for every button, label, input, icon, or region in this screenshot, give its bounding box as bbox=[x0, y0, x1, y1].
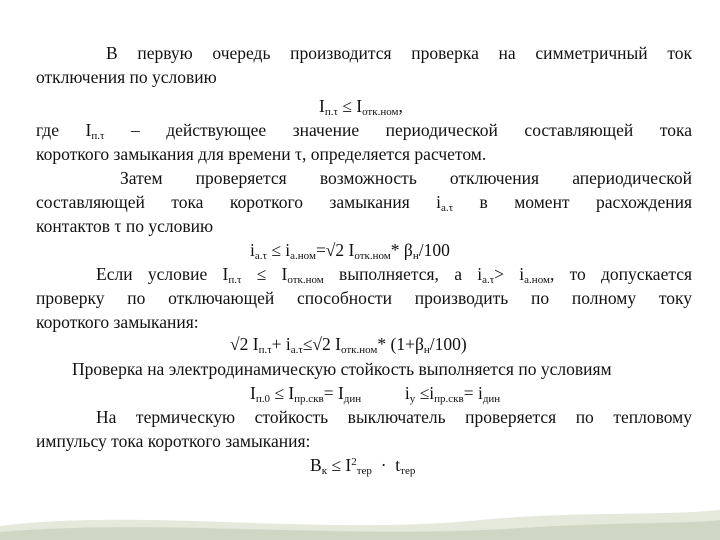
formula-1: $I_{п.\tau} \le I_{отк.ном}$, bbox=[319, 96, 403, 118]
formula-3: √2 $I_{п.\tau}+ i_{а.\tau}\le√2$ $I_{отк.ном}*$ $(1+\beta_н/100)$ bbox=[230, 334, 467, 356]
paragraph-1-line-2: отключения по условию bbox=[36, 67, 217, 87]
formula-2: $i_{а.\tau} \le i_{а.ном}=√2$ $I_{отк.ном}*$ $\beta_н/100$ bbox=[250, 240, 450, 262]
paragraph-3-line-3: контактов τ по условию bbox=[36, 216, 214, 236]
bottom-decoration bbox=[0, 506, 720, 540]
paragraph-4-line-2: проверку по отключающей способности производить по полному току bbox=[36, 288, 692, 308]
paragraph-5: Проверка на электродинамическую стойкость выполняется по условиям bbox=[72, 359, 612, 379]
paragraph-2-line-2: короткого замыкания для времени τ, определяется расчетом. bbox=[36, 144, 487, 164]
paragraph-6-line-2: импульсу тока короткого замыкания: bbox=[36, 431, 311, 451]
paragraph-2-line-1: где $I_{п.\tau}$ – действующее значение периодической составляющей тока bbox=[36, 120, 692, 142]
formula-4: $I_{п.0} \le I_{пр.скв}= I_{дин}$ $i_у \le i_{пр.скв}= i_{дин}$ bbox=[250, 383, 501, 405]
paragraph-3-line-2: составляющей тока короткого замыкания $i_{а.\tau}$ в момент расхождения bbox=[36, 192, 693, 214]
paragraph-4-line-1: Если условие $I_{п.\tau} \le I_{отк.ном}$ выполняется, а $i_{а.\tau}> i_{а.ном}$, то допускается bbox=[96, 264, 693, 286]
paragraph-3-line-1: Затем проверяется возможность отключения апериодической bbox=[120, 168, 692, 188]
formula-5: $B_к \le I^2_{тер} \cdot t_{тер}$ bbox=[310, 455, 416, 477]
paragraph-1-line-1: В первую очередь производится проверка на симметричный ток bbox=[106, 43, 692, 63]
paragraph-6-line-1: На термическую стойкость выключатель проверяется по тепловому bbox=[96, 407, 692, 427]
paragraph-4-line-3: короткого замыкания: bbox=[36, 312, 199, 332]
